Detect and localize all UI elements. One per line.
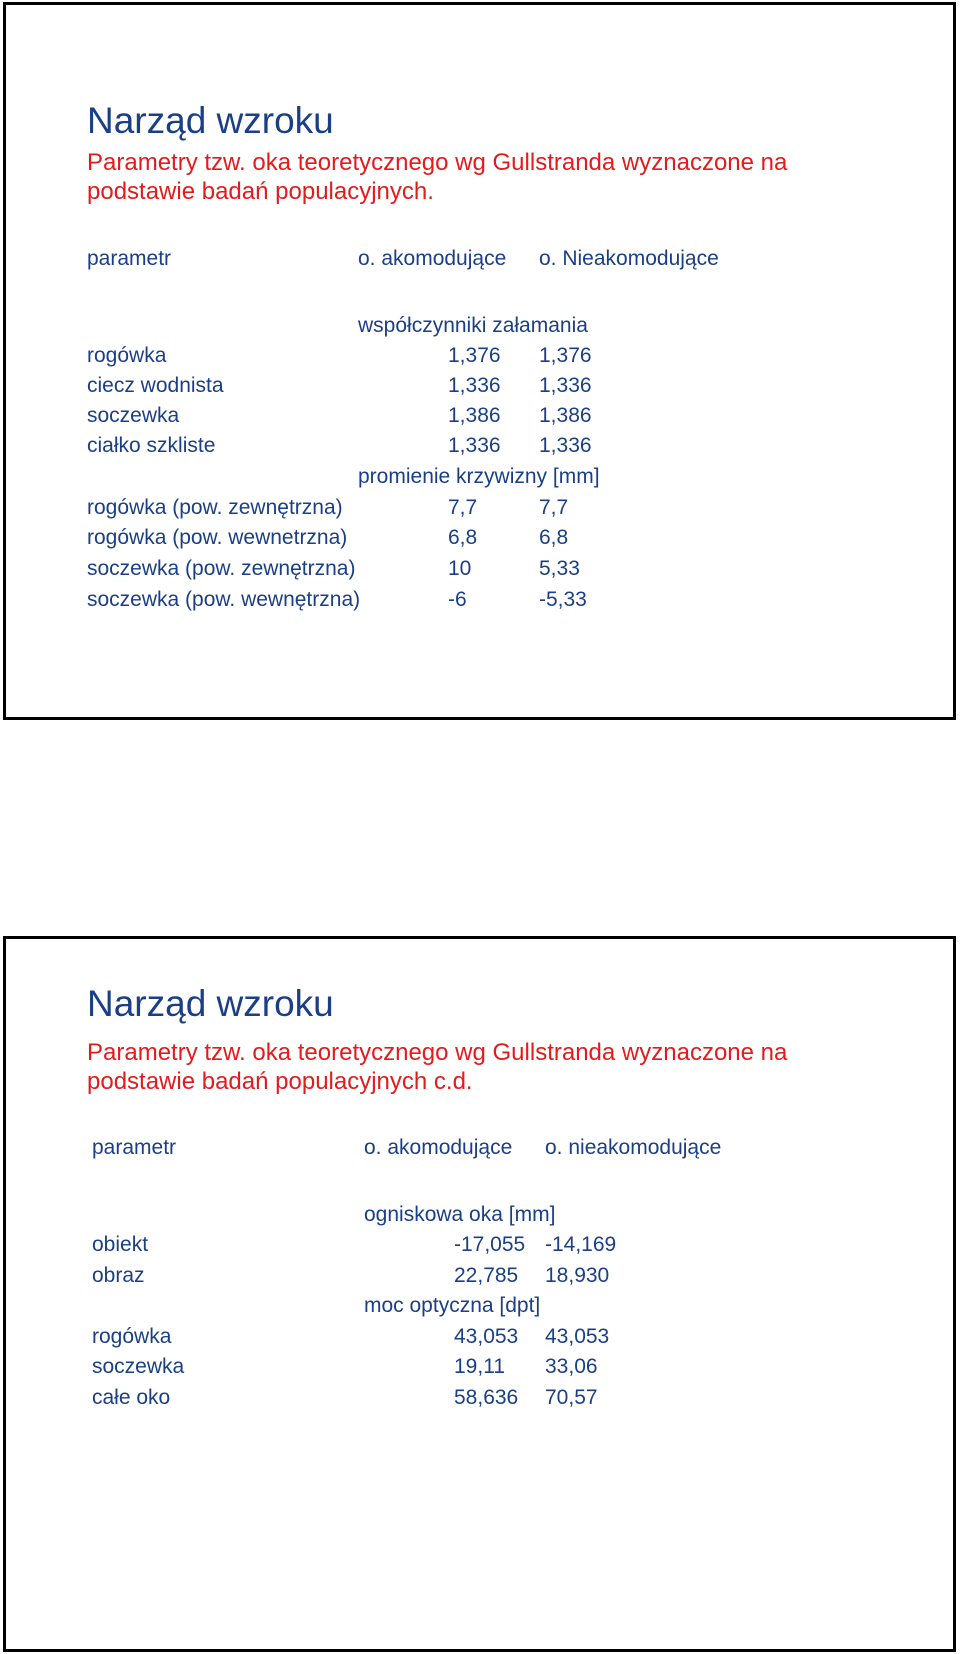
row-value-akomodujace: 1,336 [448, 374, 501, 397]
row-value-akomodujace: 1,336 [448, 434, 501, 457]
row-value-akomodujace: 1,376 [448, 344, 501, 367]
header-nieakomodujace: o. nieakomodujące [545, 1136, 722, 1159]
row-label: soczewka (pow. zewnętrzna) [87, 557, 356, 580]
row-label: obiekt [92, 1233, 149, 1256]
section-heading: współczynniki załamania [358, 314, 588, 337]
row-value-akomodujace: -17,055 [454, 1233, 526, 1256]
slide-title: Narząd wzroku [87, 100, 334, 141]
row-value-nieakomodujace: 1,336 [539, 434, 592, 457]
row-value-akomodujace: 10 [448, 557, 472, 580]
section-heading: moc optyczna [dpt] [364, 1294, 541, 1317]
row-value-nieakomodujace: 1,336 [539, 374, 592, 397]
slide-2 [3, 936, 956, 1652]
slide-subtitle-line-1: Parametry tzw. oka teoretycznego wg Gullstranda wyznaczone na [87, 149, 788, 176]
row-label: soczewka (pow. wewnętrzna) [87, 588, 361, 611]
row-value-nieakomodujace: 33,06 [545, 1355, 598, 1378]
row-label: soczewka [92, 1355, 185, 1378]
row-label: obraz [92, 1264, 145, 1287]
header-parametr: parametr [87, 247, 172, 270]
row-value-nieakomodujace: 1,376 [539, 344, 592, 367]
slide-title: Narząd wzroku [87, 983, 334, 1024]
row-value-nieakomodujace: 5,33 [539, 557, 580, 580]
row-value-akomodujace: -6 [448, 588, 467, 611]
row-value-nieakomodujace: 18,930 [545, 1264, 610, 1287]
row-value-akomodujace: 58,636 [454, 1386, 519, 1409]
row-label: rogówka (pow. zewnętrzna) [87, 496, 343, 519]
section-heading: promienie krzywizny [mm] [358, 465, 600, 488]
row-value-akomodujace: 22,785 [454, 1264, 519, 1287]
row-value-nieakomodujace: -14,169 [545, 1233, 617, 1256]
section-heading: ogniskowa oka [mm] [364, 1203, 556, 1226]
row-value-akomodujace: 6,8 [448, 526, 478, 549]
header-akomodujace: o. akomodujące [358, 247, 507, 270]
slide-1 [3, 2, 956, 720]
row-value-nieakomodujace: 1,386 [539, 404, 592, 427]
slide-subtitle-line-2: podstawie badań populacyjnych. [87, 178, 434, 205]
row-value-akomodujace: 19,11 [454, 1355, 505, 1378]
row-label: całe oko [92, 1386, 171, 1409]
row-label: ciałko szkliste [87, 434, 216, 457]
header-akomodujace: o. akomodujące [364, 1136, 513, 1159]
row-value-nieakomodujace: 70,57 [545, 1386, 598, 1409]
row-label: ciecz wodnista [87, 374, 224, 397]
row-label: rogówka [87, 344, 167, 367]
slide-subtitle-line-1: Parametry tzw. oka teoretycznego wg Gullstranda wyznaczone na [87, 1039, 788, 1066]
row-label: rogówka [92, 1325, 172, 1348]
row-value-nieakomodujace: -5,33 [539, 588, 587, 611]
row-label: soczewka [87, 404, 180, 427]
row-label: rogówka (pow. wewnetrzna) [87, 526, 348, 549]
row-value-akomodujace: 7,7 [448, 496, 478, 519]
header-parametr: parametr [92, 1136, 177, 1159]
slide-subtitle-line-2: podstawie badań populacyjnych c.d. [87, 1068, 473, 1095]
row-value-akomodujace: 43,053 [454, 1325, 519, 1348]
row-value-nieakomodujace: 43,053 [545, 1325, 610, 1348]
row-value-akomodujace: 1,386 [448, 404, 501, 427]
header-nieakomodujace: o. Nieakomodujące [539, 247, 719, 270]
row-value-nieakomodujace: 7,7 [539, 496, 569, 519]
row-value-nieakomodujace: 6,8 [539, 526, 569, 549]
